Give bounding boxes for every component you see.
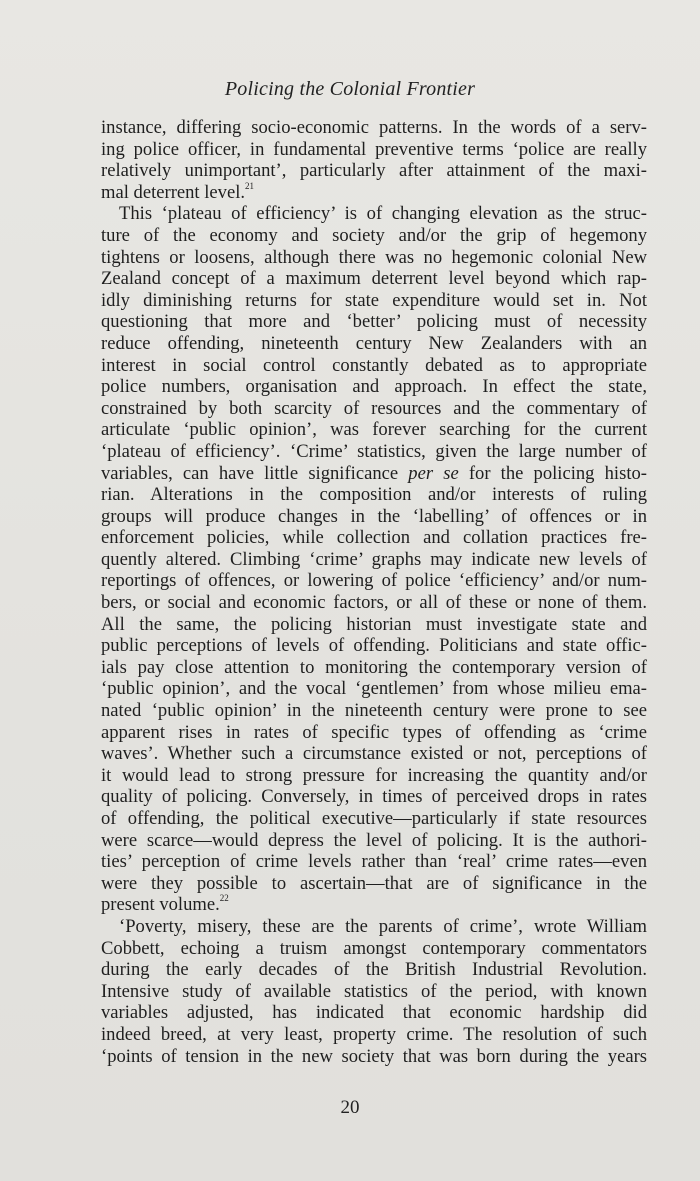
text-line: quality of policing. Conversely, in times of perceived drops in rates xyxy=(101,786,647,808)
text-line xyxy=(101,463,647,485)
body-text xyxy=(101,117,647,1067)
text-line: of offending, the political executive—particularly if state resources xyxy=(101,808,647,829)
text-line: ‘points of tension in the new society that was born during the years xyxy=(101,1045,647,1067)
text-line xyxy=(101,182,647,204)
text-line: were scarce—would depress the level of policing. It is the authori- xyxy=(101,829,647,851)
text-line: apparent rises in rates of specific types of offending as ‘crime xyxy=(101,721,647,743)
text-line: ties’ perception of crime levels rather than ‘real’ crime rates—even xyxy=(101,851,647,873)
text-line: police numbers, organisation and approach. In effect the state, xyxy=(101,376,647,398)
text-run: mal deterrent level. xyxy=(101,181,246,203)
text-line: bers, or social and economic factors, or all of these or none of them. xyxy=(101,592,647,614)
text-line: interest in social control constantly debated as to appropriate xyxy=(101,354,647,376)
text-line: Zealand concept of a maximum deterrent level beyond which rap- xyxy=(101,268,647,290)
text-line: nated ‘public opinion’ in the nineteenth century were prone to see xyxy=(101,700,647,722)
text-line: it would lead to strong pressure for increasing the quantity and/or xyxy=(101,764,647,786)
text-line: variables adjusted, has indicated that economic hardship did xyxy=(101,1002,647,1024)
text-line: This ‘plateau of efficiency’ is of changing elevation as the struc- xyxy=(119,203,647,225)
text-line: idly diminishing returns for state expenditure would set in. Not xyxy=(101,289,647,311)
text-line: waves’. Whether such a circumstance existed or not, perceptions of xyxy=(101,743,647,765)
running-head: Policing the Colonial Frontier xyxy=(224,78,476,100)
text-line: tightens or loosens, although there was no hegemonic colonial New xyxy=(101,246,647,268)
italic-phrase: per se xyxy=(408,462,459,484)
footnote-ref-22: 22 xyxy=(219,894,229,904)
text-line: during the early decades of the British Industrial Revolution. xyxy=(101,959,647,981)
text-line: Cobbett, echoing a truism amongst contemporary commentators xyxy=(101,937,647,959)
text-run: variables, can have little significance xyxy=(101,462,409,484)
text-line: constrained by both scarcity of resources and the commentary of xyxy=(101,397,647,419)
text-line: groups will produce changes in the ‘labelling’ of offences or in xyxy=(101,505,647,527)
text-line: All the same, the policing historian must investigate state and xyxy=(101,613,647,635)
text-line: ture of the economy and society and/or the grip of hegemony xyxy=(101,224,647,246)
text-line: rian. Alterations in the composition and/or interests of ruling xyxy=(101,484,647,506)
text-line: were they possible to ascertain—that are of significance in the xyxy=(101,872,647,894)
text-line: questioning that more and ‘better’ policing must of necessity xyxy=(101,311,647,333)
text-line: reduce offending, nineteenth century New Zealanders with an xyxy=(101,332,647,354)
text-run: present volume. xyxy=(101,894,220,916)
footnote-ref-21: 21 xyxy=(245,181,255,191)
text-line: ‘plateau of efficiency’. ‘Crime’ statistics, given the large number of xyxy=(101,440,647,462)
text-line: public perceptions of levels of offending. Politicians and state offic- xyxy=(101,635,647,657)
text-line: ials pay close attention to monitoring the contemporary version of xyxy=(101,656,647,678)
text-line: reportings of offences, or lowering of police ‘efficiency’ and/or num- xyxy=(101,570,647,592)
text-line: relatively unimportant’, particularly after attainment of the maxi- xyxy=(101,160,647,182)
text-line xyxy=(101,894,647,916)
text-line: enforcement policies, while collection and collation practices fre- xyxy=(101,527,647,549)
text-run: for the policing histo- xyxy=(458,462,647,484)
text-line: indeed breed, at very least, property crime. The resolution of such xyxy=(101,1023,647,1045)
text-line: ‘public opinion’, and the vocal ‘gentlemen’ from whose milieu ema- xyxy=(101,678,647,700)
text-line: ‘Poverty, misery, these are the parents of crime’, wrote William xyxy=(119,915,647,937)
text-line: articulate ‘public opinion’, was forever searching for the current xyxy=(101,419,647,441)
text-line: quently altered. Climbing ‘crime’ graphs may indicate new levels of xyxy=(101,548,647,570)
page-number: 20 xyxy=(340,1097,360,1118)
text-line: instance, differing socio-economic patterns. In the words of a serv- xyxy=(101,117,647,138)
text-line: Intensive study of available statistics of the period, with known xyxy=(101,980,647,1002)
text-line: ing police officer, in fundamental preventive terms ‘police are really xyxy=(101,138,647,160)
